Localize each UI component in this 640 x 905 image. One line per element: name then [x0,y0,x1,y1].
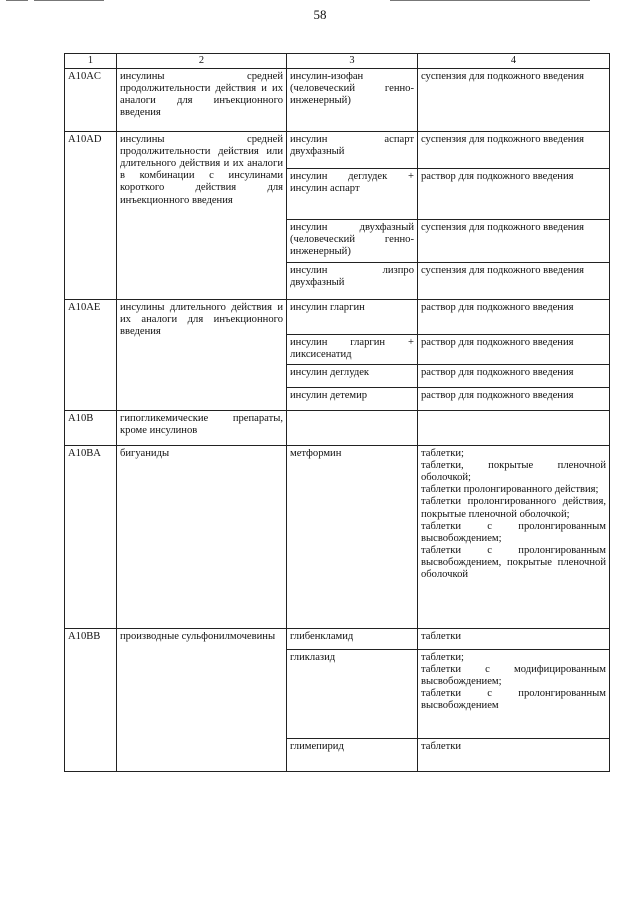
dosage-form: таблетки; [421,652,464,664]
column-header: 4 [418,54,610,69]
atc-code: A10B [65,411,117,446]
dosage-form: раствор для подкожного введения [418,335,610,365]
dosage-form: раствор для подкожного введения [418,365,610,388]
dosage-form: таблетки с модифицированным высвобождением; [421,664,606,688]
table-row [65,300,610,335]
dosage-form-empty [418,411,610,446]
dosage-form: таблетки [421,631,462,643]
dosage-form: таблетки пролонгированного действия; [421,484,599,496]
dosage-form: суспензия для подкожного введения [418,132,610,169]
dosage-form: суспензия для подкожного введения [418,263,610,300]
atc-group-name: инсулины средней продолжительности действия или длительного действия и их аналоги в комбинации с инсулинами короткого действия для инъекционного введения [117,132,287,300]
drug-table [64,53,610,772]
atc-group-name: инсулины средней продолжительности действия и их аналоги для инъекционного введения [117,69,287,132]
atc-code: A10BB [65,629,117,772]
dosage-form: таблетки [421,741,462,753]
dosage-form: суспензия для подкожного введения [418,69,610,132]
dosage-form-list [418,629,610,650]
drug-name: глимепирид [287,739,418,772]
dosage-form: раствор для подкожного введения [418,388,610,411]
atc-group-name: бигуаниды [117,446,287,629]
drug-name-empty [287,411,418,446]
drug-name: инсулин-изофан (человеческий генно-инженерный) [287,69,418,132]
dosage-form-list [418,650,610,739]
page-number: 58 [313,7,327,22]
scan-edge-mark [6,0,28,1]
dosage-form: таблетки с пролонгированным высвобождением, покрытые пленочной оболочкой [421,544,606,581]
atc-code: A10AE [65,300,117,411]
column-header: 1 [65,54,117,69]
column-header: 2 [117,54,287,69]
drug-name: инсулин двухфазный (человеческий генно-инженерный) [287,220,418,263]
table-row [65,446,610,629]
drug-name: инсулин деглудек [287,365,418,388]
atc-code: A10AC [65,69,117,132]
drug-name: инсулин гларгин [287,300,418,335]
dosage-form: таблетки с пролонгированным высвобождением; [421,520,606,544]
scan-edge-mark [390,0,590,1]
atc-group-name: гипогликемические препараты, кроме инсулинов [117,411,287,446]
dosage-form: суспензия для подкожного введения [418,220,610,263]
dosage-form: таблетки; [421,448,464,460]
table-header-row [65,54,610,69]
atc-code: A10BA [65,446,117,629]
table-row [65,411,610,446]
drug-name: инсулин аспарт двухфазный [287,132,418,169]
atc-group-name: производные сульфонилмочевины [117,629,287,772]
drug-name: инсулин гларгин + ликсисенатид [287,335,418,365]
table-row [65,132,610,169]
table-row [65,69,610,132]
atc-code: A10AD [65,132,117,300]
dosage-form: раствор для подкожного введения [418,169,610,220]
table-row [65,629,610,650]
atc-group-name: инсулины длительного действия и их аналоги для инъекционного введения [117,300,287,411]
drug-name: гликлазид [287,650,418,739]
dosage-form: таблетки пролонгированного действия, покрытые пленочной оболочкой; [421,496,606,520]
drug-name: инсулин лизпро двухфазный [287,263,418,300]
drug-name: метформин [287,446,418,629]
drug-name: глибенкламид [287,629,418,650]
dosage-form: таблетки, покрытые пленочной оболочкой; [421,460,606,484]
dosage-form: раствор для подкожного введения [418,300,610,335]
drug-name: инсулин детемир [287,388,418,411]
column-header: 3 [287,54,418,69]
drug-name: инсулин деглудек + инсулин аспарт [287,169,418,220]
dosage-form-list [418,446,610,629]
dosage-form-list [418,739,610,772]
scan-edge-mark [34,0,104,1]
dosage-form: таблетки с пролонгированным высвобождением [421,688,606,712]
